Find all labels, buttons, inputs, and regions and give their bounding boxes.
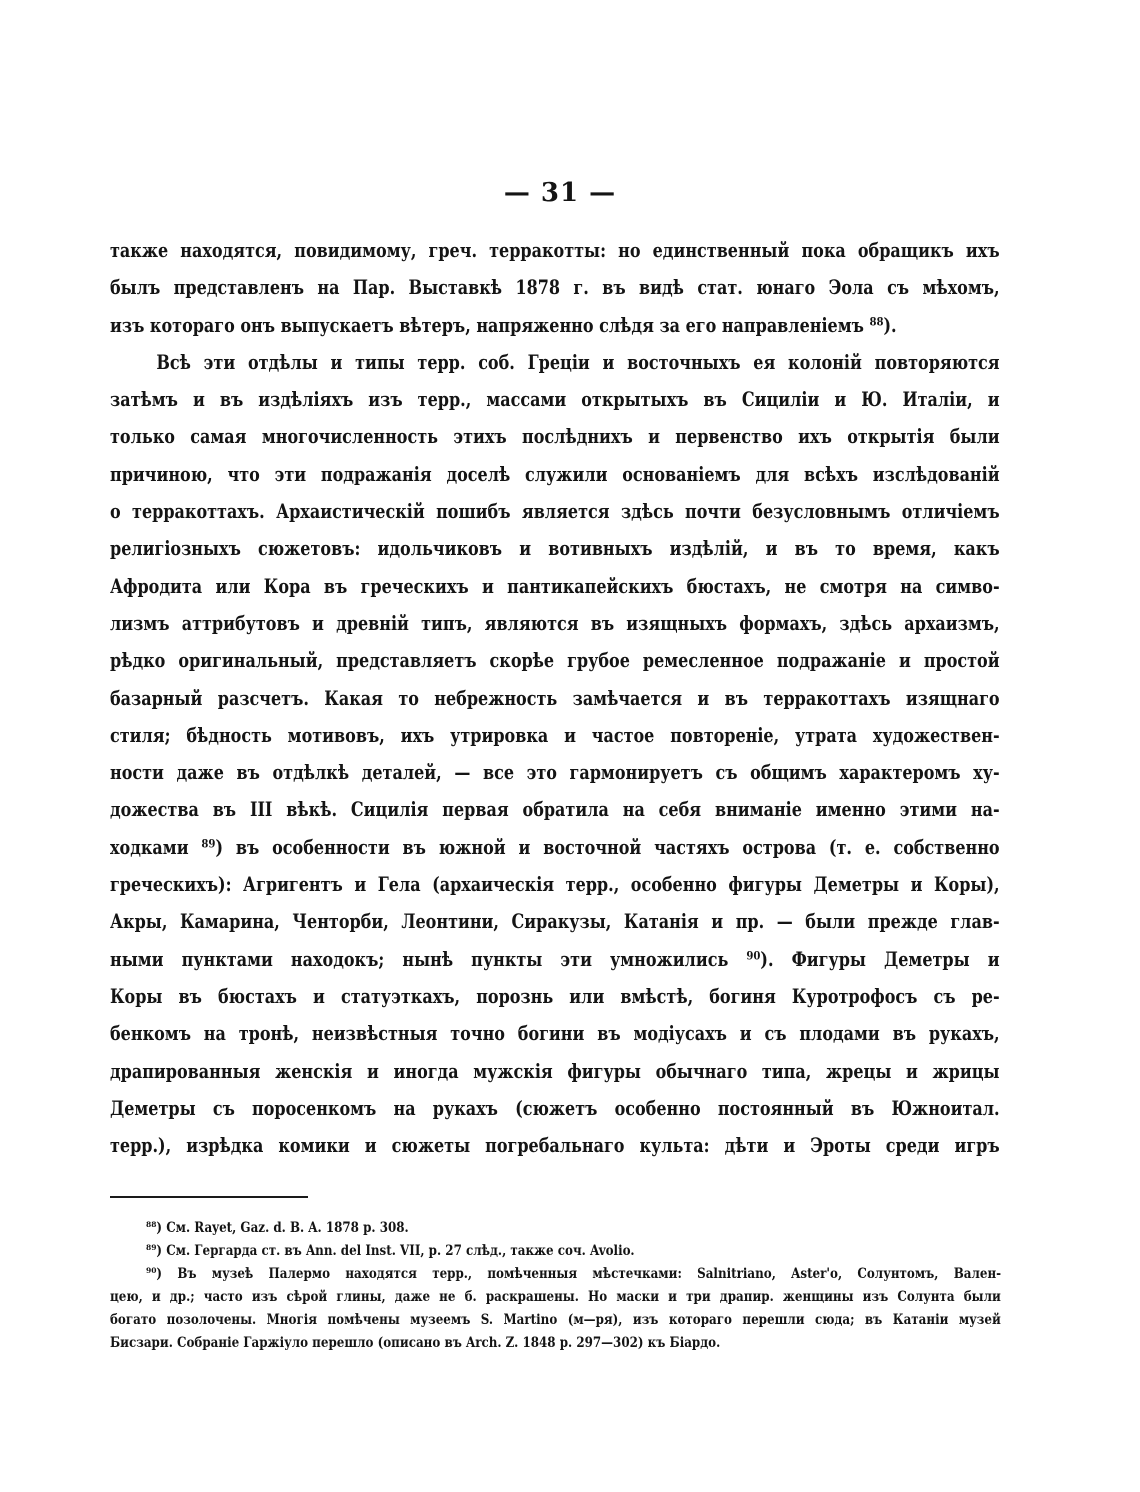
text-line: стиля; бѣдность мотивовъ, ихъ утрировка и частое повтореніе, утрата художествен- [110,722,1000,747]
text-line: только самая многочисленность этихъ послѣднихъ и первенство ихъ открытія были [110,424,1000,449]
footnote-90-continued: цею, и др.; часто изъ сѣрой глины, даже не б. раскрашены. Но маски и три драпир. женщины изъ Солунта были [110,1289,1001,1305]
text-line: также находятся, повидимому, греч. терракотты: но единственный пока обращикъ ихъ [110,238,1000,262]
footnote-88: ⁸⁸) См. Rayet, Gaz. d. B. A. 1878 p. 308. [146,1220,409,1236]
footnote-90: ⁹⁰) Въ музеѣ Палермо находятся терр., помѣченныя мѣстечками: Salnitriano, Aster'o, Солунтомъ, Вален- [146,1266,1002,1282]
text-line: Коры въ бюстахъ и статуэткахъ, порознь или вмѣстѣ, богиня Куротрофосъ съ ре- [110,983,1000,1008]
text-line: дожества въ III вѣкѣ. Сицилія первая обратила на себя вниманіе именно этими на- [110,797,1000,822]
text-line: о терракоттахъ. Архаистическій пошибъ является здѣсь почти безусловнымъ отличіемъ [110,499,1000,524]
footnote-divider [110,1196,308,1198]
text-line: греческихъ): Агригентъ и Гела (архаическія терр., особенно фигуры Деметры и Коры), [110,872,1000,897]
text-line: былъ представленъ на Пар. Выставкѣ 1878 г. въ видѣ стат. юнаго Эола съ мѣхомъ, [110,275,1000,300]
text-line: рѣдко оригинальный, представляетъ скорѣе грубое ремесленное подражаніе и простой [110,648,1000,673]
text-line: ности даже въ отдѣлкѣ деталей, — все это гармонируетъ съ общимъ характеромъ ху- [110,760,1000,785]
text-line: базарный разсчетъ. Какая то небрежность замѣчается и въ терракоттахъ изящнаго [110,685,1000,710]
footnotes [110,1217,1002,1355]
body-text [110,232,1000,1164]
text-line: Деметры съ поросенкомъ на рукахъ (сюжетъ особенно постоянный въ Южноитал. [110,1095,1000,1120]
text-line: Всѣ эти отдѣлы и типы терр. соб. Греціи и восточныхъ ея колоній повторяются [156,349,1000,374]
text-line: лизмъ аттрибутовъ и древній типъ, являются въ изящныхъ формахъ, здѣсь архаизмъ, [110,610,1000,635]
text-line: изъ котораго онъ выпускаетъ вѣтеръ, напряженно слѣдя за его направленіемъ ⁸⁸). [110,312,897,337]
text-line: затѣмъ и въ издѣліяхъ изъ терр., массами открытыхъ въ Сициліи и Ю. Италіи, и [110,387,1000,412]
text-line: бенкомъ на тронѣ, неизвѣстныя точно богини въ модіусахъ и съ плодами въ рукахъ, [110,1021,1000,1046]
footnote-89: ⁸⁹) См. Гергарда ст. въ Ann. del Inst. VII, p. 27 слѣд., также соч. Avolio. [146,1243,635,1259]
footnote-90-continued: богато позолочены. Многія помѣчены музеемъ S. Martino (м—ря), изъ котораго перешли сюда; въ Катаніи музей [110,1312,1001,1328]
text-line: ными пунктами находокъ; нынѣ пункты эти умножились ⁹⁰). Фигуры Деметры и [110,946,1000,971]
page-number: — 31 — [503,178,617,208]
text-line: Акры, Камарина, Ченторби, Леонтини, Сиракузы, Катанія и пр. — были прежде глав- [110,909,1000,934]
text-line: религіозныхъ сюжетовъ: идольчиковъ и вотивныхъ издѣлій, и въ то время, какъ [110,536,1000,561]
text-line: драпированныя женскія и иногда мужскія фигуры обычнаго типа, жрецы и жрицы [110,1058,1000,1083]
footnote-90-continued: Бисзари. Собраніе Гаржіуло перешло (описано въ Arch. Z. 1848 p. 297—302) къ Біардо. [110,1335,721,1351]
text-line: ходками ⁸⁹) въ особенности въ южной и восточной частяхъ острова (т. е. собственно [110,834,1000,859]
text-line: причиною, что эти подражанія доселѣ служили основаніемъ для всѣхъ изслѣдованій [110,461,1000,486]
text-line: терр.), изрѣдка комики и сюжеты погребальнаго культа: дѣти и Эроты среди игръ [110,1133,1000,1158]
text-line: Афродита или Кора въ греческихъ и пантикапейскихъ бюстахъ, не смотря на симво- [110,573,1000,598]
